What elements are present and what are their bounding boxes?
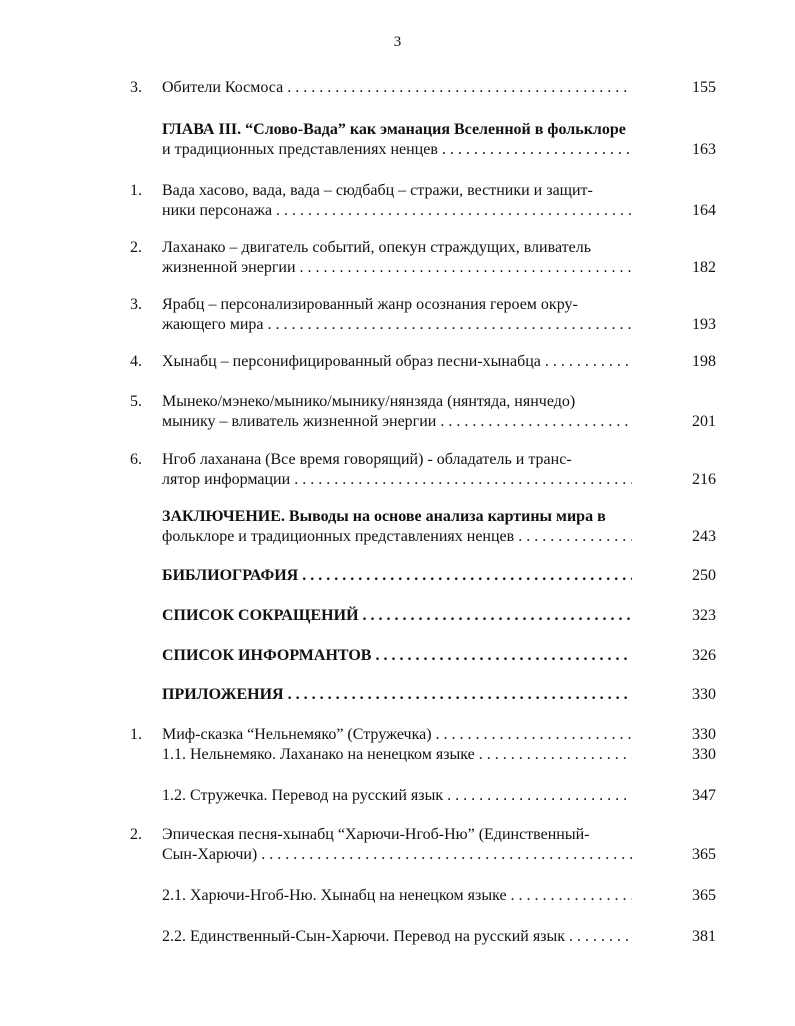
toc-entry-page: 330: [692, 686, 716, 703]
toc-entry-number: 2.: [130, 239, 142, 256]
page-number: 3: [393, 34, 402, 50]
toc-entry-title-line: Ярабц – персонализированный жанр осознания героем окру-: [162, 296, 578, 313]
toc-entry-number: 2.: [130, 826, 142, 843]
toc-entry-title-line: жающего мира . . .: [162, 315, 632, 335]
toc-entry-page: 201: [692, 413, 716, 430]
toc-entry-number: 6.: [130, 451, 142, 468]
toc-entry-title-line: СПИСОК СОКРАЩЕНИЙ . . .: [162, 606, 632, 626]
toc-entry-title-line: Сын-Харючи) . . .: [162, 845, 632, 865]
toc-entry-page: 198: [692, 353, 716, 370]
toc-entry-page: 193: [692, 316, 716, 333]
toc-entry-page: 365: [692, 846, 716, 863]
toc-entry-page: 330: [692, 726, 716, 743]
toc-entry-number: 4.: [130, 353, 142, 370]
toc-entry-page: 155: [692, 79, 716, 96]
toc-entry-title-line: и традиционных представлениях ненцев . . .: [162, 140, 632, 160]
toc-entry-title-line: лятор информации . . .: [162, 470, 632, 490]
toc-entry-title-line: Эпическая песня-хынабц “Харючи-Нгоб-Ню” (Единственный-: [162, 826, 590, 843]
toc-entry-title-line: Хынабц – персонифицированный образ песни-хынабца . . .: [162, 352, 632, 372]
toc-entry-page: 164: [692, 202, 716, 219]
toc-entry-title-line: БИБЛИОГРАФИЯ . . .: [162, 566, 632, 586]
toc-entry-title-line: Обители Космоса . . .: [162, 78, 632, 98]
toc-entry-title-line: ПРИЛОЖЕНИЯ . . .: [162, 685, 632, 705]
toc-entry-title-line: 1.2. Стружечка. Перевод на русский язык . . .: [162, 786, 632, 806]
toc-entry-page: 381: [692, 928, 716, 945]
toc-entry-number: 3.: [130, 296, 142, 313]
toc-entry-page: 330: [692, 746, 716, 763]
toc-entry-title-line: Вада хасово, вада, вада – сюдбабц – стражи, вестники и защит-: [162, 182, 593, 199]
toc-entry-title-line: Нгоб лаханана (Все время говорящий) - обладатель и транс-: [162, 451, 572, 468]
toc-entry-page: 216: [692, 471, 716, 488]
toc-entry-page: 323: [692, 607, 716, 624]
toc-entry-title-line: мынику – вливатель жизненной энергии . . .: [162, 412, 632, 432]
toc-entry-page: 326: [692, 647, 716, 664]
toc-entry-title-line: Миф-сказка “Нельнемяко” (Стружечка) . . .: [162, 725, 632, 745]
toc-entry-number: 1.: [130, 726, 142, 743]
toc-entry-title-line: [162, 507, 632, 527]
toc-entry-title-line: ники персонажа . . .: [162, 201, 632, 221]
toc-entry-page: 347: [692, 787, 716, 804]
chapter-3-title: ГЛАВА III. “Слово-Вада” как эманация Вселенной в фольклоре: [162, 121, 626, 138]
toc-entry-title-line: 2.2. Единственный-Сын-Харючи. Перевод на русский язык . . .: [162, 927, 632, 947]
toc-entry-title-line: 2.1. Харючи-Нгоб-Ню. Хынабц на ненецком языке . . .: [162, 886, 632, 906]
toc-entry-title-line: Лаханако – двигатель событий, опекун страждущих, вливатель: [162, 239, 591, 256]
conclusion-title: ЗАКЛЮЧЕНИЕ. Выводы на основе анализа картины мира в: [162, 508, 606, 525]
toc-entry-title-line: [162, 120, 632, 140]
toc-entry-title-line: фольклоре и традиционных представлениях ненцев . . .: [162, 527, 632, 547]
toc-entry-title-line: СПИСОК ИНФОРМАНТОВ . . .: [162, 646, 632, 666]
toc-entry-number: 3.: [130, 79, 142, 96]
toc-entry-title-line: Мынеко/мэнеко/мынико/мынику/нянзяда (нянтяда, нянчедо): [162, 393, 576, 410]
toc-entry-title-line: 1.1. Нельнемяко. Лаханако на ненецком языке . . .: [162, 745, 632, 765]
toc-entry-number: 5.: [130, 393, 142, 410]
toc-entry-page: 182: [692, 259, 716, 276]
toc-entry-page: 163: [692, 141, 716, 158]
toc-entry-page: 250: [692, 567, 716, 584]
toc-entry-number: 1.: [130, 182, 142, 199]
toc-entry-page: 243: [692, 528, 716, 545]
toc-entry-title-line: жизненной энергии . . .: [162, 258, 632, 278]
toc-entry-page: 365: [692, 887, 716, 904]
